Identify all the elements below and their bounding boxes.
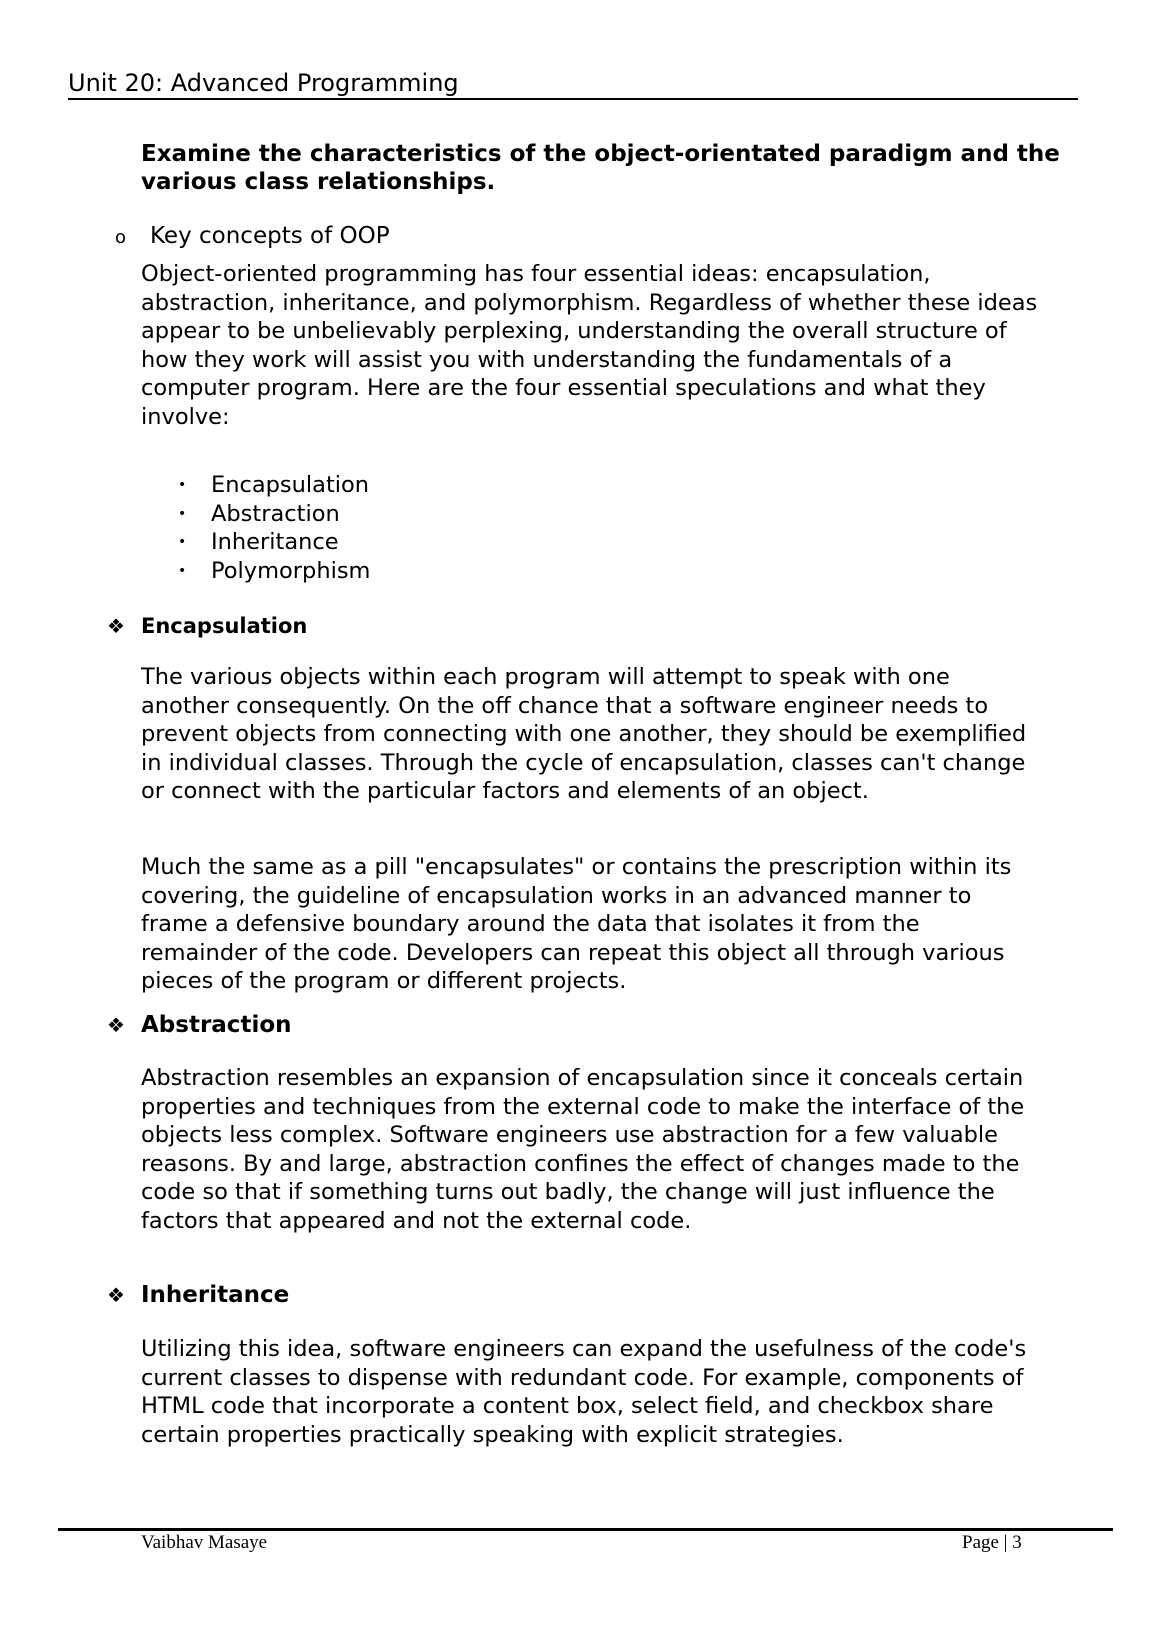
key-concepts-item xyxy=(115,222,390,252)
circle-bullet-icon: o xyxy=(115,227,127,248)
section-heading-abstraction: ❖ Abstraction xyxy=(107,1012,292,1038)
list-item: • Inheritance xyxy=(178,529,339,555)
key-concepts-label: Key concepts of OOP xyxy=(150,223,390,249)
abstraction-paragraph: Abstraction resembles an expansion of encapsulation since it conceals certain properties and techniques from the external code to make the interface of the objects less complex. Software engineers use abstraction for a few valuable reasons. By and large, abstraction confines the effect of changes made to the code so that if something turns out badly, the change will just influence the factors that appeared and not the external code. xyxy=(141,1065,1025,1234)
footer-page-number: Page | 3 xyxy=(962,1532,1022,1553)
bullet-icon: • xyxy=(178,562,187,579)
question-heading: Examine the characteristics of the object-orientated paradigm and the various class relationships. xyxy=(141,141,1060,195)
section-heading-inheritance: ❖ Inheritance xyxy=(107,1282,290,1308)
section-heading-encapsulation: ❖ Encapsulation xyxy=(107,614,308,638)
encapsulation-paragraph-1: The various objects within each program will attempt to speak with one another consequently. On the off chance that a software engineer needs to prevent objects from connecting with one another, they should be exemplified in individual classes. Through the cycle of encapsulation, classes can't change or connect with the particular factors and elements of an object. xyxy=(141,664,1027,804)
footer-divider xyxy=(58,1528,1113,1531)
concept-list xyxy=(141,471,370,585)
running-header xyxy=(68,70,1078,100)
bullet-icon: • xyxy=(178,505,187,522)
list-item: • Abstraction xyxy=(178,500,340,527)
diamond-bullet-icon: ❖ xyxy=(107,1013,125,1037)
intro-paragraph: Object-oriented programming has four essential ideas: encapsulation, abstraction, inheritance, and polymorphism. Regardless of whether these ideas appear to be unbelievably perplexing, understanding the overall structure of how they work will assist you with understanding the fundamentals of a computer program. Here are the four essential speculations and what they involve: xyxy=(141,261,1038,430)
encapsulation-paragraph-2: Much the same as a pill "encapsulates" or contains the prescription within its covering, the guideline of encapsulation works in an advanced manner to frame a defensive boundary around the data that isolates it from the remainder of the code. Developers can repeat this object all through various pieces of the program or different projects. xyxy=(141,854,1012,994)
diamond-bullet-icon: ❖ xyxy=(107,614,125,638)
bullet-icon: • xyxy=(178,534,187,550)
bullet-icon: • xyxy=(178,477,187,493)
list-item: • Encapsulation xyxy=(178,472,370,498)
diamond-bullet-icon: ❖ xyxy=(107,1283,125,1307)
list-item: • Polymorphism xyxy=(178,557,371,584)
footer-author: Vaibhav Masaye xyxy=(141,1532,268,1553)
inheritance-paragraph: Utilizing this idea, software engineers can expand the usefulness of the code's current classes to dispense with redundant code. For example, components of HTML code that incorporate a content box, select field, and checkbox share certain properties practically speaking with explicit strategies. xyxy=(141,1336,1027,1448)
header-title: Unit 20: Advanced Programming xyxy=(68,69,459,97)
